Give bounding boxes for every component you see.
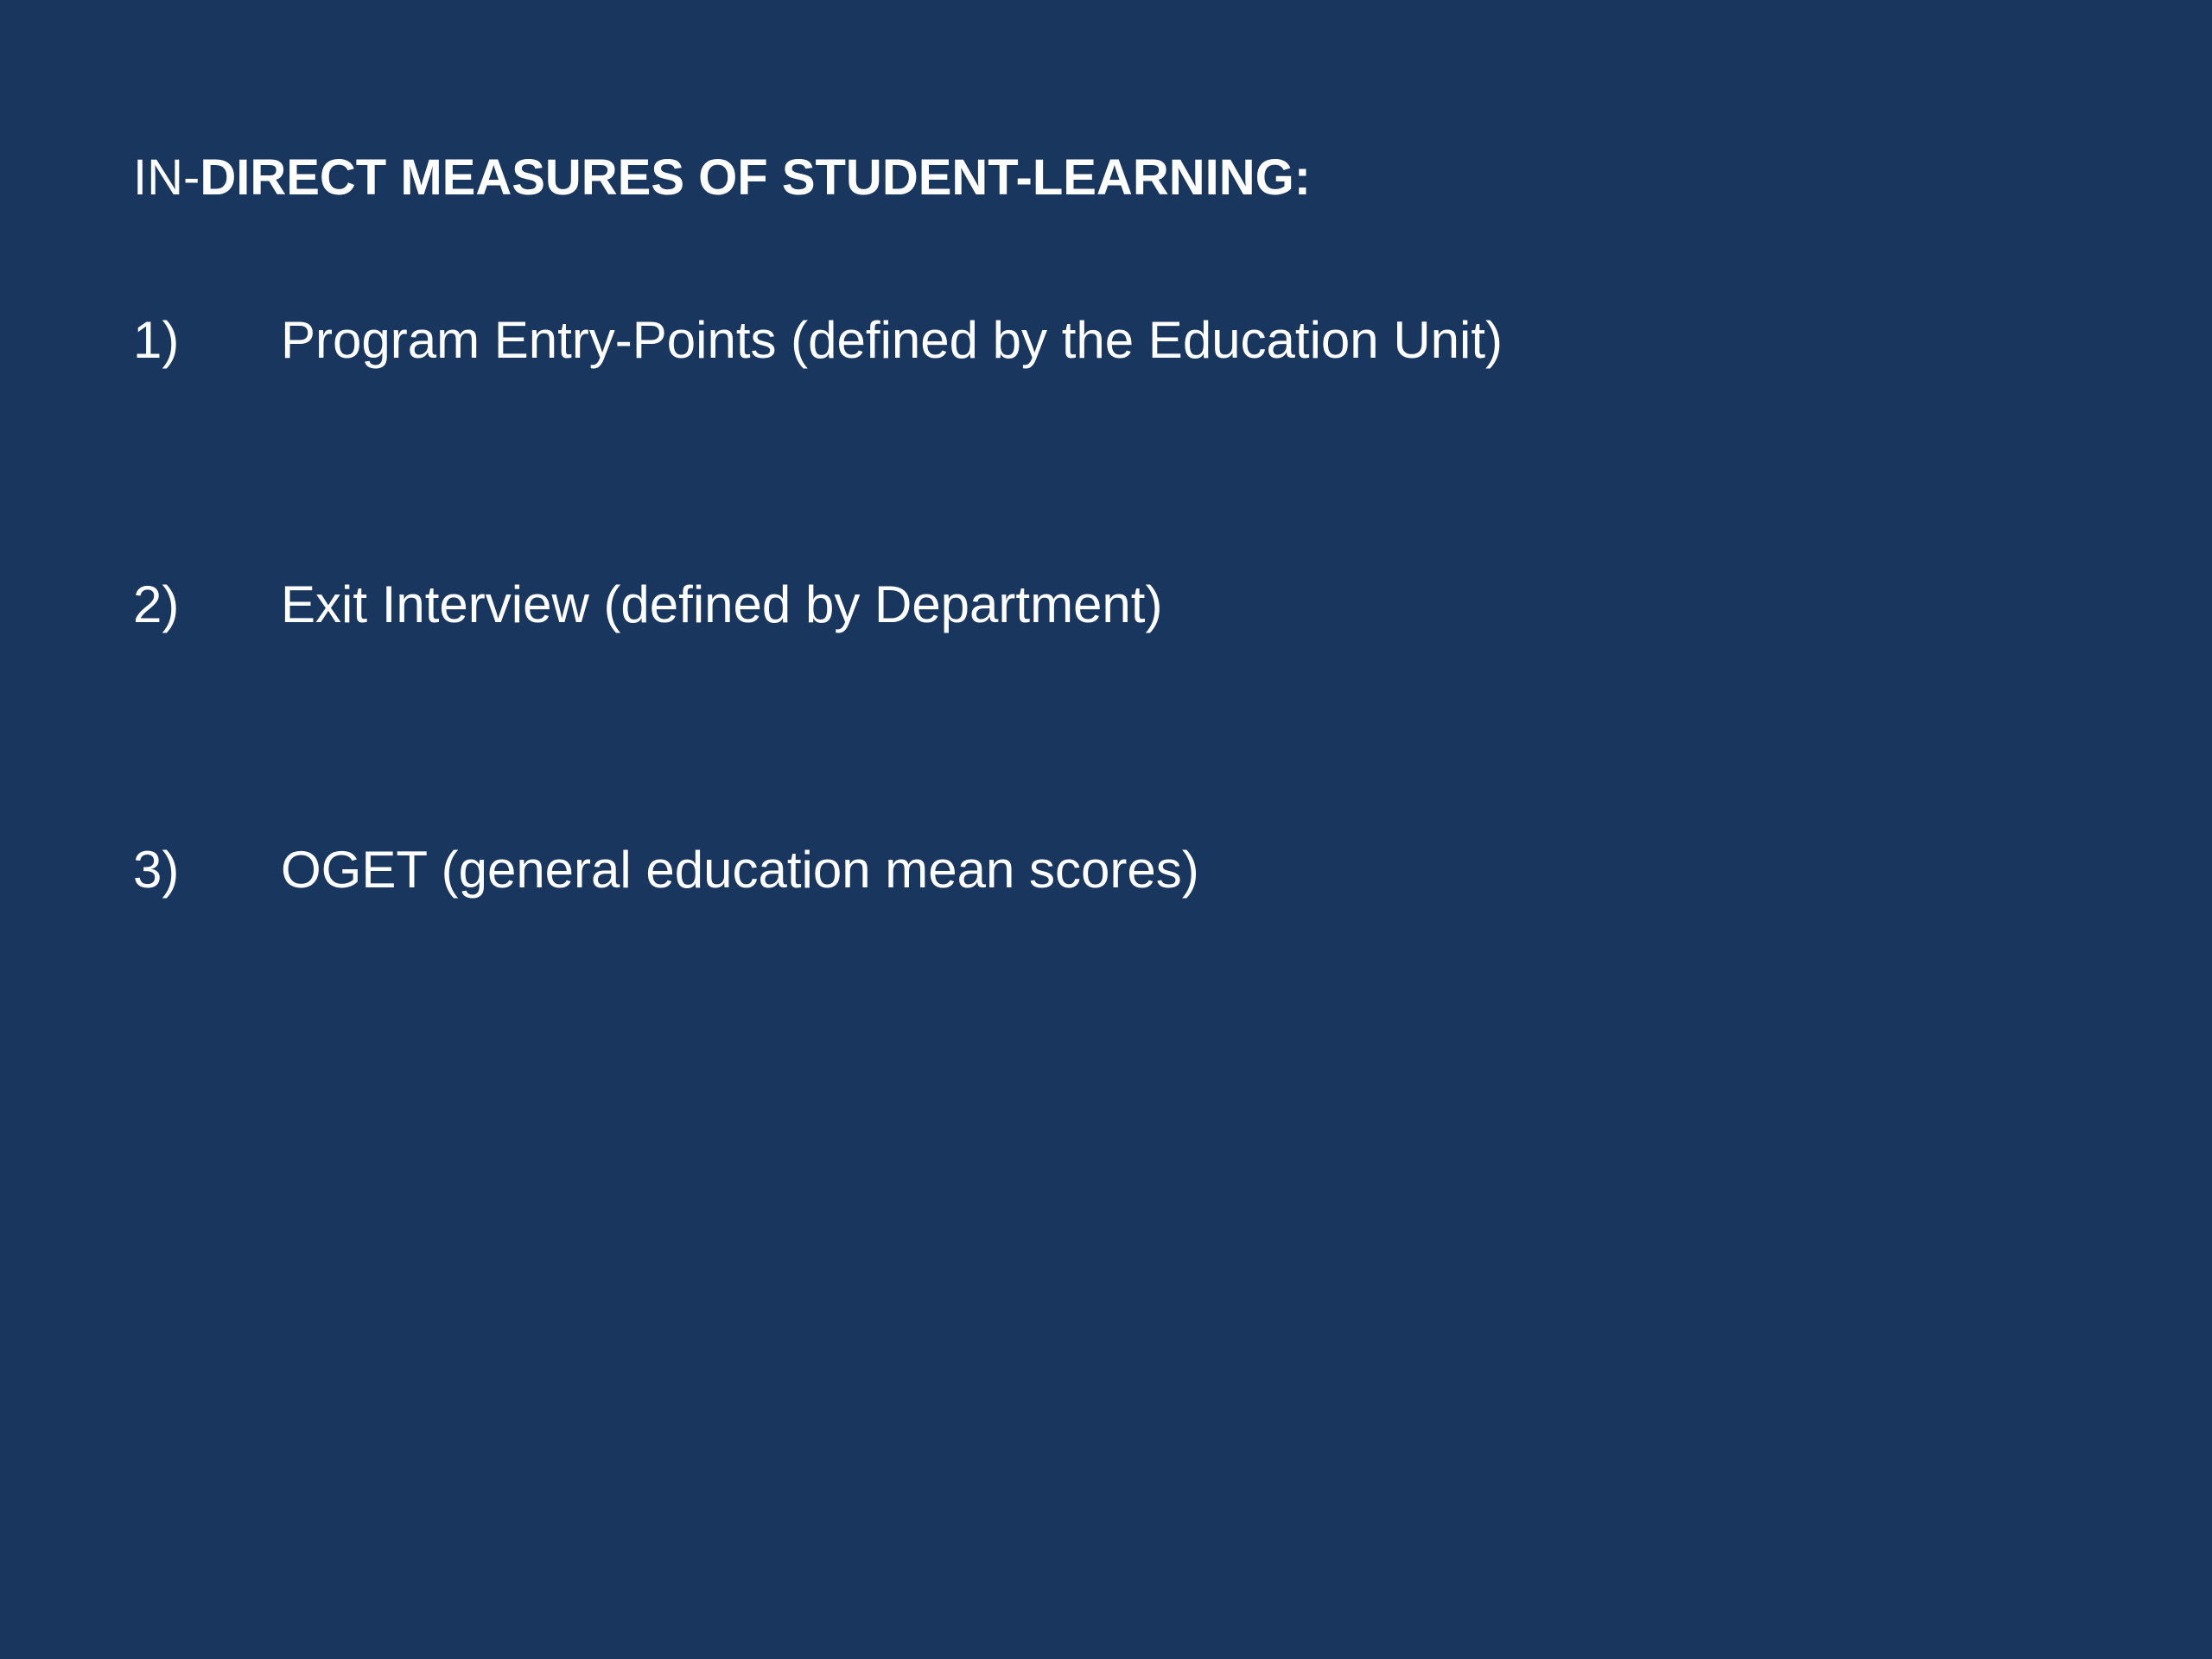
slide-title [133,143,1311,213]
list-item-number: 2) [133,575,180,633]
title-bold: DIRECT MEASURES OF STUDENT-LEARNING: [200,149,1312,206]
title-prefix: IN- [133,149,200,206]
list-item [133,570,1162,639]
list-item-text: Exit Interview (defined by Department) [281,575,1163,633]
list-item [133,306,1503,375]
list-item-number: 1) [133,311,180,369]
list-item-number: 3) [133,841,180,899]
list-item-text: OGET (general education mean scores) [281,841,1199,899]
list-item-text: Program Entry-Points (defined by the Education Unit) [281,311,1503,369]
list-item [133,836,1199,905]
